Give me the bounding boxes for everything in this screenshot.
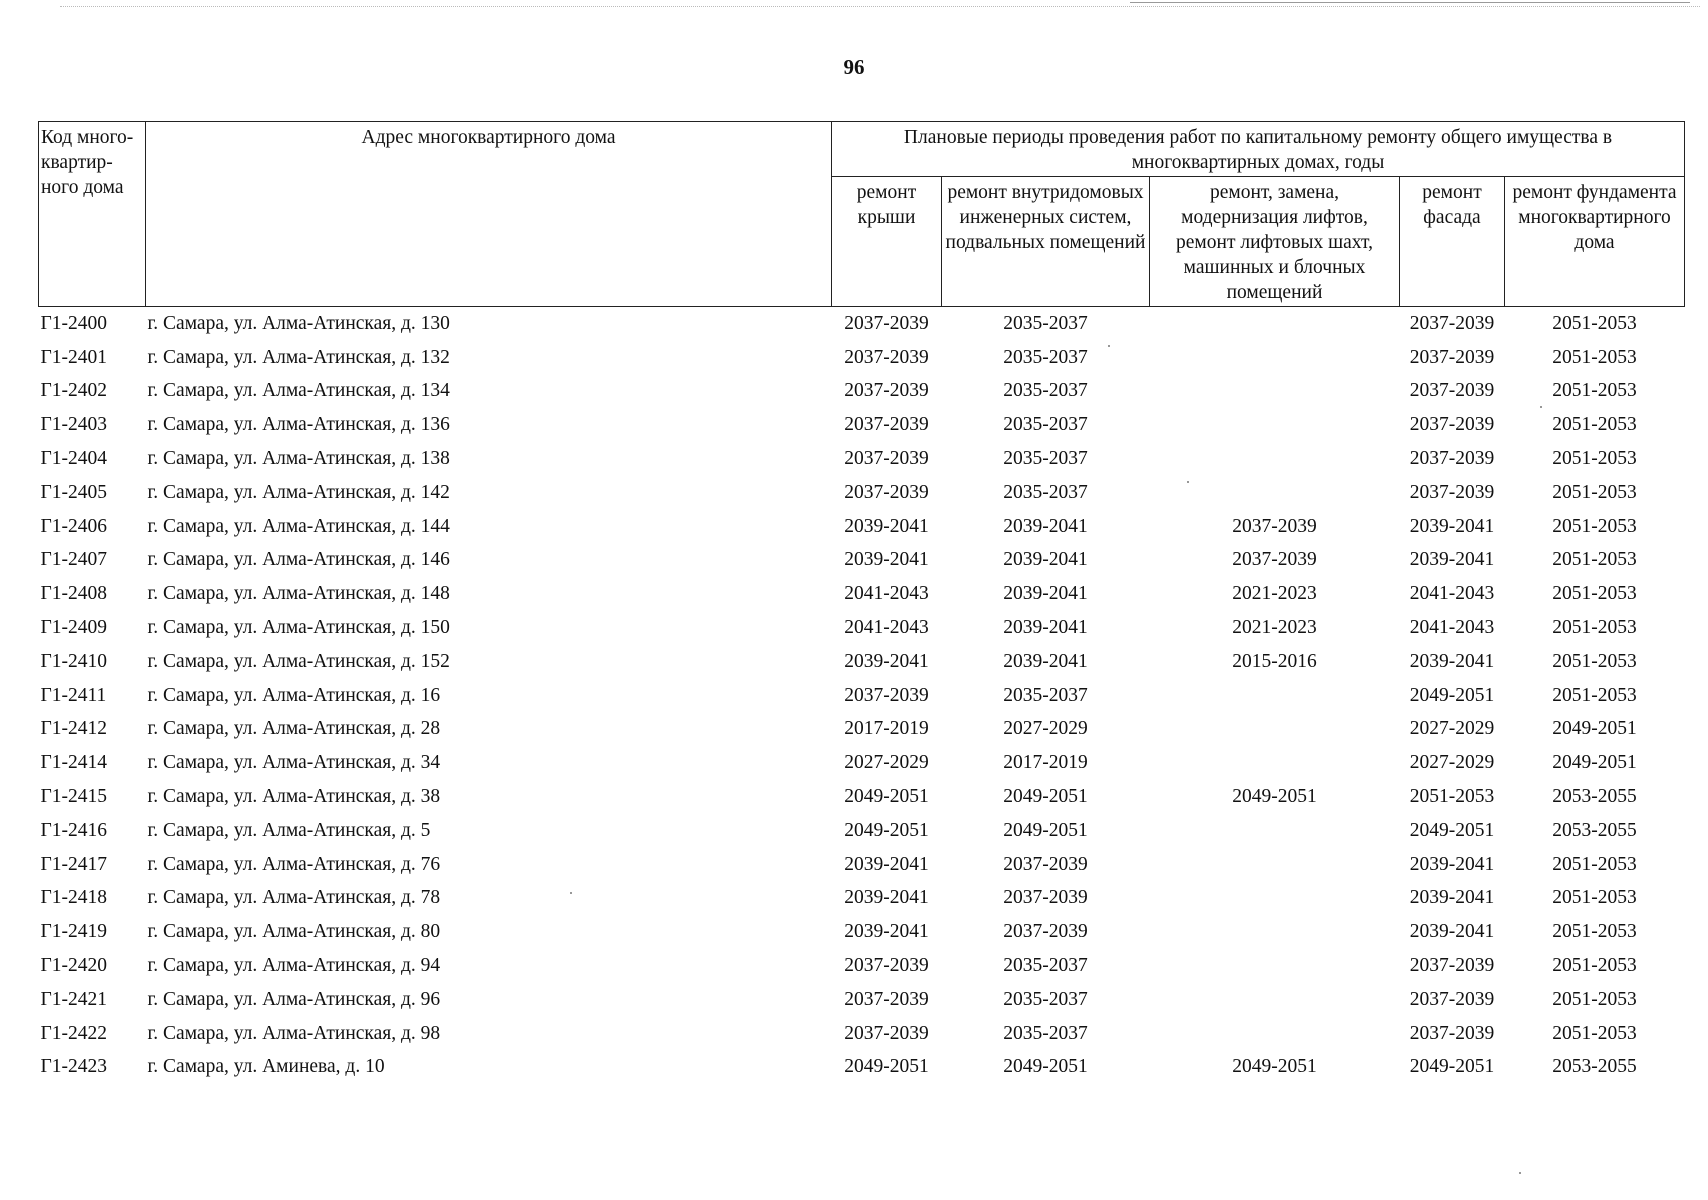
table-row [39, 746, 1685, 780]
row-address: г. Самара, ул. Алма-Атинская, д. 146 [147, 549, 450, 571]
row-facade: 2049-2051 [1409, 684, 1495, 706]
row-lifts [1150, 307, 1400, 341]
table-row [39, 408, 1685, 442]
row-roof: 2037-2039 [844, 1022, 929, 1044]
row-foundation: 2049-2051 [1552, 752, 1637, 774]
row-roof: 2037-2039 [844, 988, 929, 1010]
header-row-1 [39, 122, 1685, 177]
row-address: г. Самара, ул. Алма-Атинская, д. 38 [147, 786, 441, 808]
row-engineering: 2035-2037 [1003, 346, 1088, 368]
row-roof: 2037-2039 [844, 380, 929, 402]
scan-artifact-line [1130, 2, 1690, 3]
row-lifts [1150, 814, 1400, 848]
row-lifts [1150, 1017, 1400, 1051]
row-foundation: 2053-2055 [1552, 786, 1637, 808]
row-code: Г1-2423 [40, 1056, 108, 1078]
row-foundation: 2051-2053 [1552, 921, 1637, 943]
row-engineering: 2049-2051 [1003, 786, 1088, 808]
table-row [39, 375, 1685, 409]
row-code: Г1-2409 [40, 617, 108, 639]
row-facade: 2037-2039 [1409, 481, 1495, 503]
row-facade: 2039-2041 [1409, 515, 1495, 537]
row-code: Г1-2403 [40, 414, 108, 436]
row-address: г. Самара, ул. Алма-Атинская, д. 80 [147, 921, 441, 943]
row-roof: 2039-2041 [844, 515, 929, 537]
row-engineering: 2039-2041 [1003, 650, 1088, 672]
row-foundation: 2049-2051 [1552, 718, 1637, 740]
row-lifts [1150, 746, 1400, 780]
row-lifts [1150, 442, 1400, 476]
row-address: г. Самара, ул. Алма-Атинская, д. 144 [147, 515, 450, 537]
row-engineering: 2049-2051 [1003, 819, 1088, 841]
row-address: г. Самара, ул. Алма-Атинская, д. 150 [147, 617, 450, 639]
row-address: г. Самара, ул. Алма-Атинская, д. 76 [147, 853, 441, 875]
row-address: г. Самара, ул. Алма-Атинская, д. 138 [147, 448, 450, 470]
row-address: г. Самара, ул. Алма-Атинская, д. 78 [147, 887, 441, 909]
row-engineering: 2035-2037 [1003, 448, 1088, 470]
row-address: г. Самара, ул. Алма-Атинская, д. 130 [147, 312, 450, 334]
row-foundation: 2051-2053 [1552, 346, 1637, 368]
row-code: Г1-2419 [40, 921, 108, 943]
header-code: Код много-квартир-ного дома [39, 122, 146, 307]
row-engineering: 2039-2041 [1003, 583, 1088, 605]
row-engineering: 2035-2037 [1003, 684, 1088, 706]
row-roof: 2049-2051 [844, 819, 929, 841]
row-code: Г1-2415 [40, 786, 108, 808]
row-code: Г1-2422 [40, 1022, 108, 1044]
row-code: Г1-2417 [40, 853, 108, 875]
row-lifts [1150, 915, 1400, 949]
row-address: г. Самара, ул. Алма-Атинская, д. 132 [147, 346, 450, 368]
row-facade: 2041-2043 [1409, 583, 1495, 605]
row-address: г. Самара, ул. Алма-Атинская, д. 94 [147, 955, 441, 977]
table-body [39, 307, 1685, 1085]
table-row [39, 1017, 1685, 1051]
row-address: г. Самара, ул. Алма-Атинская, д. 34 [147, 752, 441, 774]
scan-speck [1519, 1172, 1521, 1174]
table-row [39, 1051, 1685, 1085]
row-facade: 2037-2039 [1409, 448, 1495, 470]
row-facade: 2027-2029 [1409, 752, 1495, 774]
row-code: Г1-2401 [40, 346, 108, 368]
row-facade: 2039-2041 [1409, 887, 1495, 909]
header-address: Адрес многоквартирного дома [146, 122, 832, 307]
row-facade: 2037-2039 [1409, 346, 1495, 368]
row-foundation: 2051-2053 [1552, 448, 1637, 470]
row-foundation: 2051-2053 [1552, 617, 1637, 639]
row-facade: 2037-2039 [1409, 1022, 1495, 1044]
table-row [39, 915, 1685, 949]
header-planned-periods: Плановые периоды проведения работ по капитальному ремонту общего имущества в многоквартирных домах, годы [832, 122, 1685, 177]
scan-speck [1108, 345, 1110, 347]
row-facade: 2039-2041 [1409, 650, 1495, 672]
row-engineering: 2035-2037 [1003, 1022, 1088, 1044]
row-foundation: 2051-2053 [1552, 549, 1637, 571]
table-row [39, 713, 1685, 747]
row-lifts [1150, 341, 1400, 375]
row-lifts [1150, 679, 1400, 713]
row-lifts [1150, 848, 1400, 882]
table-row [39, 577, 1685, 611]
row-address: г. Самара, ул. Алма-Атинская, д. 96 [147, 988, 441, 1010]
row-roof: 2039-2041 [844, 853, 929, 875]
row-address: г. Самара, ул. Алма-Атинская, д. 148 [147, 583, 450, 605]
row-code: Г1-2411 [40, 684, 107, 706]
row-facade: 2041-2043 [1409, 617, 1495, 639]
row-foundation: 2053-2055 [1552, 819, 1637, 841]
row-engineering: 2037-2039 [1003, 921, 1088, 943]
row-address: г. Самара, ул. Алма-Атинская, д. 134 [147, 380, 450, 402]
row-roof: 2049-2051 [844, 786, 929, 808]
row-address: г. Самара, ул. Алма-Атинская, д. 142 [147, 481, 450, 503]
row-code: Г1-2416 [40, 819, 108, 841]
row-code: Г1-2421 [40, 988, 108, 1010]
table-row [39, 611, 1685, 645]
table-row [39, 780, 1685, 814]
scan-artifact-top [60, 6, 1700, 11]
row-code: Г1-2406 [40, 515, 108, 537]
row-lifts: 2021-2023 [1232, 617, 1317, 639]
row-facade: 2039-2041 [1409, 549, 1495, 571]
row-facade: 2037-2039 [1409, 988, 1495, 1010]
row-code: Г1-2412 [40, 718, 108, 740]
capital-repair-table [38, 121, 1685, 1084]
row-foundation: 2051-2053 [1552, 853, 1637, 875]
row-foundation: 2051-2053 [1552, 380, 1637, 402]
row-roof: 2037-2039 [844, 684, 929, 706]
row-facade: 2037-2039 [1409, 955, 1495, 977]
row-foundation: 2051-2053 [1552, 481, 1637, 503]
row-engineering: 2039-2041 [1003, 549, 1088, 571]
row-engineering: 2035-2037 [1003, 380, 1088, 402]
table-row [39, 442, 1685, 476]
header-facade: ремонт фасада [1400, 177, 1505, 307]
row-engineering: 2037-2039 [1003, 887, 1088, 909]
row-lifts: 2037-2039 [1232, 549, 1317, 571]
row-roof: 2027-2029 [844, 752, 929, 774]
row-address: г. Самара, ул. Алма-Атинская, д. 136 [147, 414, 450, 436]
row-foundation: 2051-2053 [1552, 684, 1637, 706]
row-foundation: 2051-2053 [1552, 583, 1637, 605]
table-row [39, 983, 1685, 1017]
row-engineering: 2027-2029 [1003, 718, 1088, 740]
row-lifts [1150, 375, 1400, 409]
row-roof: 2037-2039 [844, 955, 929, 977]
row-lifts [1150, 882, 1400, 916]
row-foundation: 2051-2053 [1552, 988, 1637, 1010]
row-address: г. Самара, ул. Алма-Атинская, д. 152 [147, 650, 450, 672]
row-foundation: 2051-2053 [1552, 650, 1637, 672]
table-row [39, 645, 1685, 679]
header-foundation: ремонт фундамента многоквартирного дома [1505, 177, 1685, 307]
row-lifts: 2049-2051 [1232, 1056, 1317, 1078]
row-lifts: 2037-2039 [1232, 515, 1317, 537]
row-engineering: 2039-2041 [1003, 617, 1088, 639]
row-lifts [1150, 713, 1400, 747]
row-roof: 2041-2043 [844, 583, 929, 605]
row-facade: 2037-2039 [1409, 312, 1495, 334]
row-roof: 2037-2039 [844, 448, 929, 470]
table-row [39, 814, 1685, 848]
row-code: Г1-2402 [40, 380, 108, 402]
row-engineering: 2035-2037 [1003, 414, 1088, 436]
row-code: Г1-2408 [40, 583, 108, 605]
page-number: 96 [843, 55, 865, 79]
row-roof: 2039-2041 [844, 549, 929, 571]
row-foundation: 2051-2053 [1552, 515, 1637, 537]
table-row [39, 848, 1685, 882]
row-facade: 2049-2051 [1409, 1056, 1495, 1078]
row-roof: 2049-2051 [844, 1056, 929, 1078]
row-code: Г1-2404 [40, 448, 108, 470]
row-foundation: 2051-2053 [1552, 955, 1637, 977]
row-facade: 2027-2029 [1409, 718, 1495, 740]
row-code: Г1-2418 [40, 887, 108, 909]
row-code: Г1-2414 [40, 752, 108, 774]
row-engineering: 2035-2037 [1003, 312, 1088, 334]
row-roof: 2037-2039 [844, 312, 929, 334]
table-row [39, 510, 1685, 544]
row-facade: 2037-2039 [1409, 380, 1495, 402]
row-code: Г1-2405 [40, 481, 108, 503]
table-row [39, 949, 1685, 983]
row-lifts [1150, 408, 1400, 442]
row-facade: 2049-2051 [1409, 819, 1495, 841]
table-row [39, 679, 1685, 713]
row-roof: 2039-2041 [844, 887, 929, 909]
scan-speck [1540, 406, 1542, 408]
row-engineering: 2039-2041 [1003, 515, 1088, 537]
row-foundation: 2051-2053 [1552, 887, 1637, 909]
table-row [39, 341, 1685, 375]
table-row [39, 544, 1685, 578]
row-address: г. Самара, ул. Аминева, д. 10 [147, 1056, 385, 1078]
row-engineering: 2017-2019 [1003, 752, 1088, 774]
row-facade: 2039-2041 [1409, 921, 1495, 943]
header-engineering: ремонт внутридомовых инженерных систем, подвальных помещений [942, 177, 1150, 307]
row-engineering: 2037-2039 [1003, 853, 1088, 875]
row-foundation: 2051-2053 [1552, 414, 1637, 436]
row-roof: 2037-2039 [844, 481, 929, 503]
row-code: Г1-2420 [40, 955, 108, 977]
row-facade: 2051-2053 [1409, 786, 1495, 808]
header-lifts: ремонт, замена, модернизация лифтов, ремонт лифтовых шахт, машинных и блочных помещений [1150, 177, 1400, 307]
row-roof: 2037-2039 [844, 414, 929, 436]
row-address: г. Самара, ул. Алма-Атинская, д. 98 [147, 1022, 441, 1044]
row-roof: 2041-2043 [844, 617, 929, 639]
row-lifts: 2015-2016 [1232, 650, 1317, 672]
table-row [39, 476, 1685, 510]
scan-speck [1187, 481, 1189, 483]
row-roof: 2039-2041 [844, 921, 929, 943]
row-lifts [1150, 949, 1400, 983]
table-row [39, 882, 1685, 916]
row-engineering: 2035-2037 [1003, 481, 1088, 503]
row-roof: 2039-2041 [844, 650, 929, 672]
row-facade: 2037-2039 [1409, 414, 1495, 436]
header-roof: ремонт крыши [832, 177, 942, 307]
row-lifts: 2049-2051 [1232, 786, 1317, 808]
row-engineering: 2035-2037 [1003, 988, 1088, 1010]
row-code: Г1-2407 [40, 549, 108, 571]
row-foundation: 2051-2053 [1552, 312, 1637, 334]
row-roof: 2037-2039 [844, 346, 929, 368]
row-address: г. Самара, ул. Алма-Атинская, д. 5 [147, 819, 431, 841]
row-lifts [1150, 983, 1400, 1017]
scan-speck [570, 892, 572, 894]
row-engineering: 2035-2037 [1003, 955, 1088, 977]
row-foundation: 2051-2053 [1552, 1022, 1637, 1044]
row-lifts: 2021-2023 [1232, 583, 1317, 605]
row-address: г. Самара, ул. Алма-Атинская, д. 28 [147, 718, 441, 740]
row-foundation: 2053-2055 [1552, 1056, 1637, 1078]
row-code: Г1-2410 [40, 650, 108, 672]
table-row [39, 307, 1685, 341]
row-address: г. Самара, ул. Алма-Атинская, д. 16 [147, 684, 441, 706]
row-roof: 2017-2019 [844, 718, 929, 740]
row-facade: 2039-2041 [1409, 853, 1495, 875]
row-engineering: 2049-2051 [1003, 1056, 1088, 1078]
row-code: Г1-2400 [40, 312, 108, 334]
